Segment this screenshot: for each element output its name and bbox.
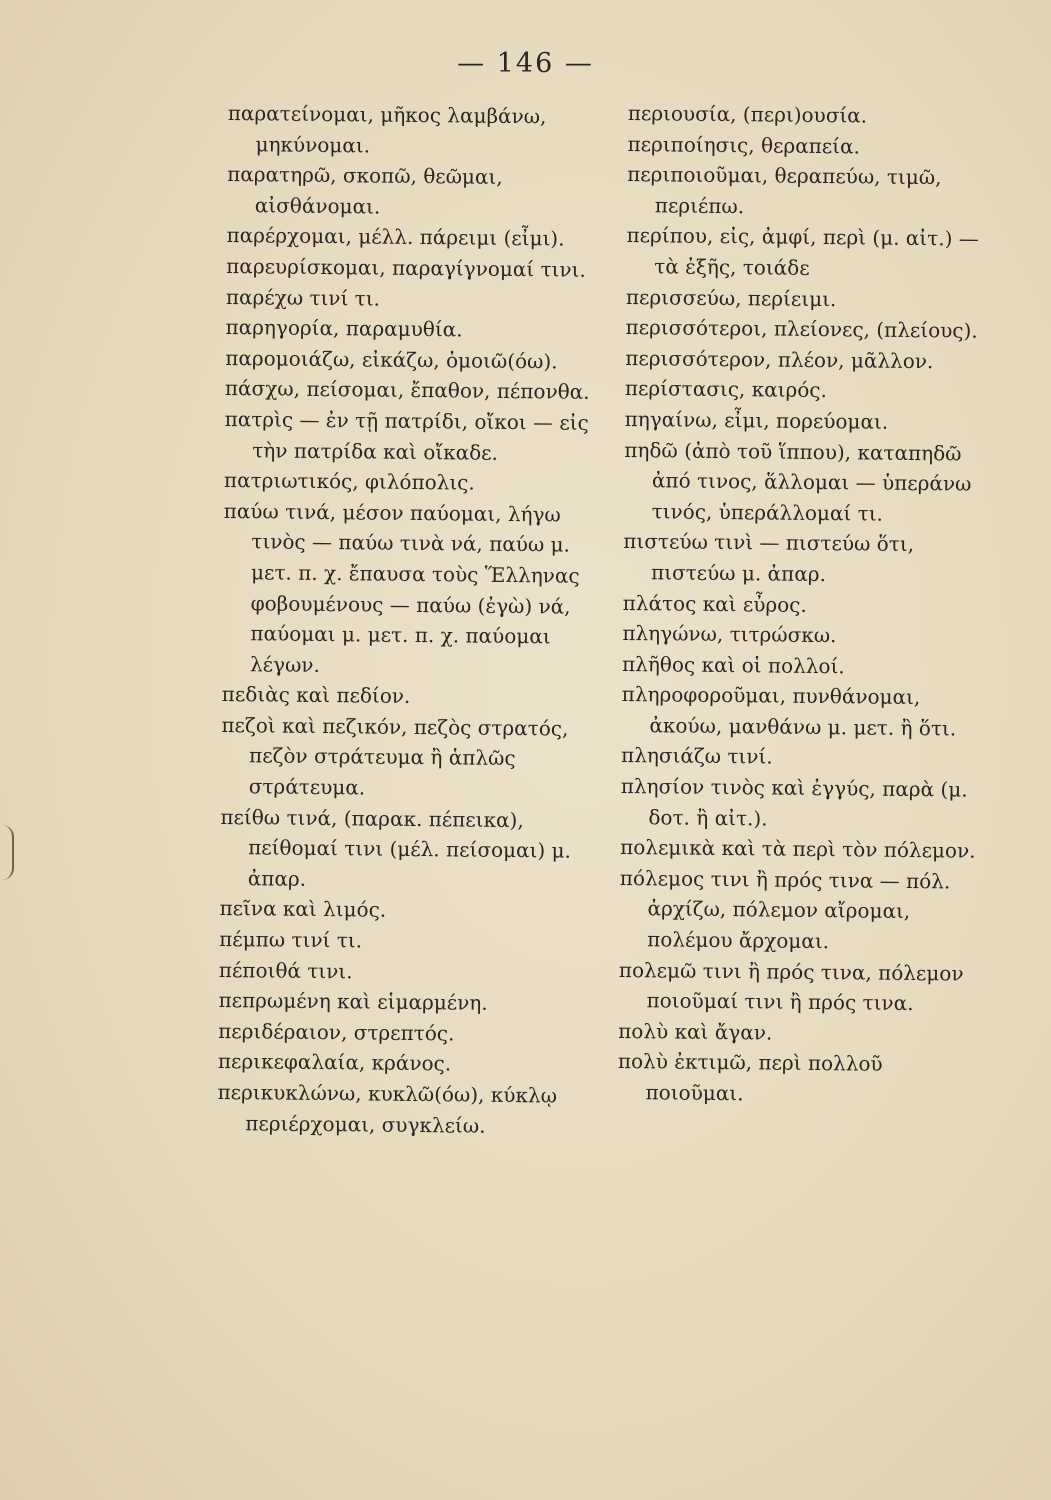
margin-bracket-mark — [2, 825, 14, 880]
dictionary-entry: περισσεύω, περίειμι. — [625, 284, 837, 311]
dictionary-entry: περικυκλώνω, κυκλῶ(όω), κύκλῳ περιέρχομαι, συγκλείω. — [217, 1079, 558, 1138]
dictionary-entry: περισσότεροι, πλείονες, (πλείους). — [625, 315, 978, 343]
page-number: — 146 — — [457, 48, 594, 79]
dictionary-entry: πολὺ ἐκτιμῶ, περὶ πολλοῦ ποιοῦμαι. — [617, 1049, 883, 1106]
dictionary-entry: πεπρωμένη καὶ εἱμαρμένη. — [218, 988, 488, 1015]
dictionary-entry: πλάτος καὶ εὖρος. — [622, 590, 807, 617]
dictionary-entry: περιδέραιον, στρεπτός. — [218, 1018, 455, 1046]
dictionary-entry: πιστεύω τινὶ — πιστεύω ὅτι, πιστεύω μ. ἀπαρ. — [623, 529, 915, 587]
dictionary-entry: πεδιὰς καὶ πεδίον. — [221, 682, 411, 709]
dictionary-entry: πατρὶς — ἐν τῇ πατρίδι, οἴκοι — εἰς τὴν πατρίδα καὶ οἴκαδε. — [224, 406, 589, 465]
dictionary-entry: πολὺ καὶ ἄγαν. — [618, 1018, 773, 1045]
dictionary-entry: περίστασις, καιρός. — [624, 376, 828, 403]
dictionary-entry: πληγώνω, τιτρώσκω. — [622, 621, 837, 648]
dictionary-entry: πεζοὶ καὶ πεζικόν, πεζὸς στρατός, πεζὸν στράτευμα ἢ ἁπλῶς στράτευμα. — [221, 712, 569, 800]
dictionary-entry: περίπου, εἰς, ἀμφί, περὶ (μ. αἰτ.) — τὰ ἐξῆς, τοιάδε — [626, 223, 979, 280]
dictionary-entry: περιποιοῦμαι, θεραπεύω, τιμῶ, περιέπω. — [627, 162, 942, 219]
dictionary-entry: παρηγορία, παραμυθία. — [225, 315, 463, 342]
dictionary-entry: παρέχω τινί τι. — [225, 284, 381, 311]
dictionary-entry: πηγαίνω, εἶμι, πορεύομαι. — [624, 406, 889, 434]
dictionary-entry: παρομοιάζω, εἰκάζω, ὁμοιῶ(όω). — [225, 345, 558, 374]
dictionary-entry: πολεμῶ τινι ἢ πρός τινα, πόλεμον ποιοῦμαί τινι ἢ πρός τινα. — [618, 957, 964, 1016]
dictionary-entry: πεῖνα καὶ λιμός. — [219, 896, 387, 923]
dictionary-entry: πολεμικὰ καὶ τὰ περὶ τὸν πόλεμον. — [620, 835, 976, 863]
dictionary-entry: παύω τινά, μέσον παύομαι, λήγω τινὸς — παύω τινὰ νά, παύω μ. μετ. π. χ. ἔπαυσα τοὺς Ἕλληνας φοβουμένους — παύω (ἐγὼ) νά, παύομαι μ. μετ. π. χ. παύομαι λέγων. — [223, 498, 580, 677]
dictionary-entry: πλησίον τινὸς καὶ ἐγγύς, παρὰ (μ. δοτ. ἢ αἰτ.). — [620, 774, 968, 831]
dictionary-entry: περιποίησις, θεραπεία. — [627, 131, 861, 159]
dictionary-entry: περικεφαλαία, κράνος. — [217, 1049, 452, 1076]
dictionary-entry: πέμπω τινί τι. — [219, 926, 363, 953]
dictionary-entry: πέποιθά τινι. — [218, 957, 353, 983]
dictionary-entry: πόλεμος τινι ἢ πρός τινα — πόλ. ἀρχίζω, πόλεμον αἴρομαι, πολέμου ἄρχομαι. — [619, 865, 951, 954]
dictionary-entry: παρατηρῶ, σκοπῶ, θεῶμαι, αἰσθάνομαι. — [227, 162, 503, 219]
dictionary-entry: πλῆθος καὶ οἱ πολλοί. — [621, 651, 845, 678]
dictionary-entry: παρευρίσκομαι, παραγίγνομαί τινι. — [226, 253, 586, 282]
dictionary-entry: περισσότερον, πλέον, μᾶλλον. — [625, 345, 934, 373]
dictionary-entry: πληροφοροῦμαι, πυνθάνομαι, ἀκούω, μανθάνω μ. μετ. ἢ ὅτι. — [621, 682, 957, 741]
dictionary-entry: παρέρχομαι, μέλλ. πάρειμι (εἶμι). — [226, 223, 565, 251]
dictionary-entry: πλησιάζω τινί. — [620, 743, 773, 770]
right-column — [617, 98, 993, 1111]
left-column — [217, 98, 598, 1142]
dictionary-entry: πατριωτικός, φιλόπολις. — [223, 468, 475, 495]
dictionary-entry: πείθω τινά, (παρακ. πέπεικα), πείθομαί τινι (μέλ. πείσομαι) μ. ἀπαρ. — [220, 804, 572, 891]
dictionary-entry: παρατείνομαι, μῆκος λαμβάνω, μηκύνομαι. — [227, 100, 547, 158]
dictionary-entry: περιουσία, (περι)ουσία. — [627, 100, 868, 128]
dictionary-entry: πηδῶ (ἀπὸ τοῦ ἵππου), καταπηδῶ ἀπό τινος, ἅλλομαι — ὑπεράνω τινός, ὑπεράλλομαί τι. — [624, 437, 972, 526]
dictionary-entry: πάσχω, πείσομαι, ἔπαθον, πέπονθα. — [224, 376, 590, 405]
